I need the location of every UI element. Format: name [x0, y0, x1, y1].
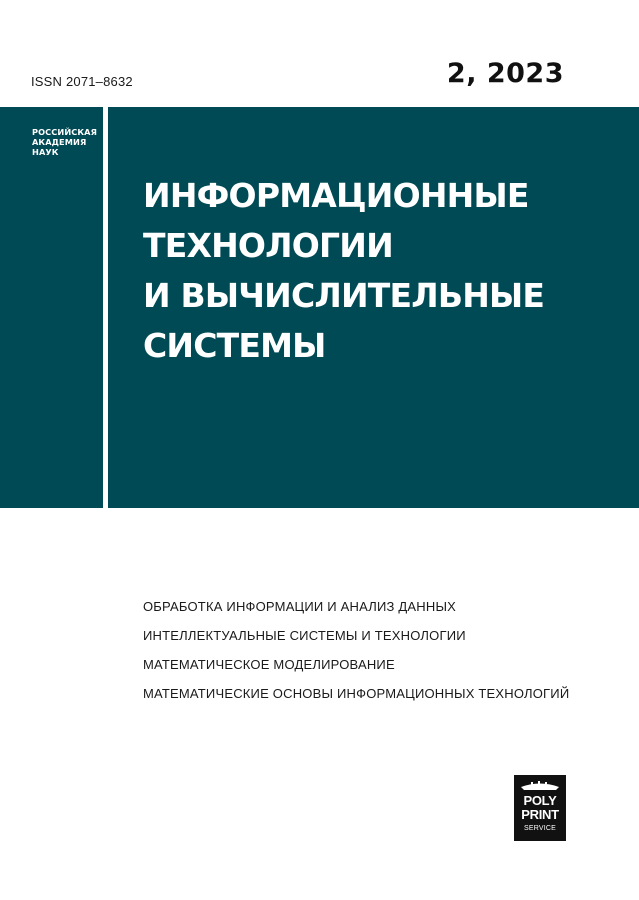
section-item: ИНТЕЛЛЕКТУАЛЬНЫЕ СИСТЕМЫ И ТЕХНОЛОГИИ [143, 628, 466, 643]
logo-text-poly: POLY [523, 793, 557, 808]
logo-text-service: SERVICE [523, 825, 556, 832]
academy-line: РОССИЙСКАЯ [32, 127, 98, 137]
journal-title-line: СИСТЕМЫ [143, 326, 326, 365]
publisher-logo [514, 775, 566, 841]
journal-title-line: ТЕХНОЛОГИИ [143, 226, 393, 265]
academy-line: АКАДЕМИЯ [32, 137, 87, 147]
section-item: МАТЕМАТИЧЕСКОЕ МОДЕЛИРОВАНИЕ [143, 657, 395, 672]
logo-text-print: PRINT [521, 807, 559, 822]
academy-line: НАУК [32, 147, 59, 157]
journal-title-line: ИНФОРМАЦИОННЫЕ [143, 176, 529, 215]
issue-number: 2, 2023 [446, 58, 564, 89]
academy-label [32, 127, 102, 157]
section-item: МАТЕМАТИЧЕСКИЕ ОСНОВЫ ИНФОРМАЦИОННЫХ ТЕХНОЛОГИЙ [143, 686, 570, 701]
section-list [143, 598, 613, 714]
journal-title-line: И ВЫЧИСЛИТЕЛЬНЫЕ [143, 276, 545, 315]
ship-icon [518, 779, 562, 791]
section-item: ОБРАБОТКА ИНФОРМАЦИИ И АНАЛИЗ ДАННЫХ [143, 599, 457, 614]
journal-title [143, 171, 623, 371]
issn-number: ISSN 2071–8632 [31, 74, 133, 89]
cover-band-left [0, 107, 103, 508]
